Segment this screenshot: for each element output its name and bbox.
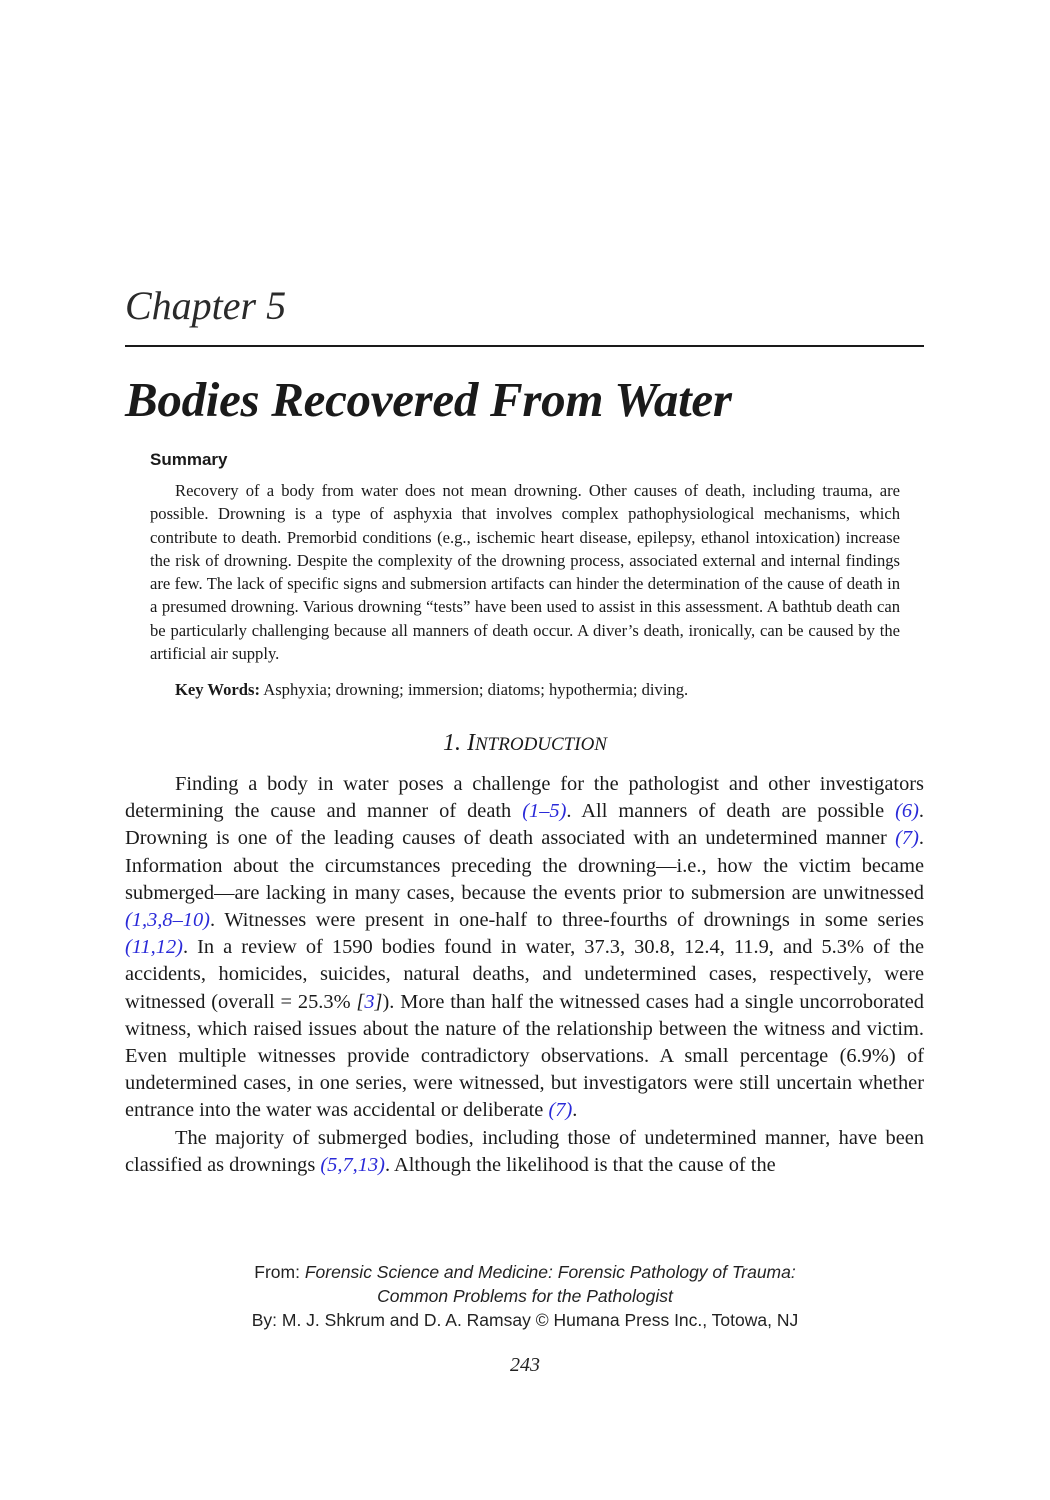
section-number: 1.	[443, 730, 461, 756]
keywords-list: Asphyxia; drowning; immersion; diatoms; hypothermia; diving.	[263, 680, 689, 699]
paragraph-text: . Witnesses were present in one-half to three-fourths of drownings in some series	[209, 909, 924, 932]
paragraph-text: . In a review of 1590 bodies found in water, 37.3, 30.8, 12.4, 11.9, and 5.3% of the accidents, homicides, suicides, natural deaths, and undetermined cases, respectively, were witnessed (overall = 25.3%	[125, 936, 924, 1013]
section-title-rest: NTRODUCTION	[475, 734, 607, 755]
chapter-divider	[125, 345, 924, 347]
reference-link[interactable]: (6)	[895, 800, 919, 823]
summary-heading: Summary	[150, 450, 228, 469]
paragraph-2	[125, 1125, 924, 1179]
paragraph-text: . All manners of death are possible	[566, 800, 896, 823]
footer-from-label: From:	[254, 1262, 300, 1282]
paragraph-text: The majority of submerged bodies, including those of undetermined manner, have been classified as drownings	[125, 1126, 924, 1176]
footer-line-2	[0, 1284, 1050, 1308]
paragraph-text: ). More than half the witnessed cases had a single uncorroborated witness, which raised issues about the nature of the relationship between the witness and victim. Even multiple witnesses provide contradictory observations. A small percentage (6.9%) of undetermined cases, in one series, were witnessed, but investigators were still uncertain whether entrance into the water was accidental or deliberate	[125, 990, 924, 1122]
reference-link[interactable]: (1,3,8–10)	[125, 909, 210, 932]
book-title-line-1: Forensic Science and Medicine: Forensic Pathology of Trauma:	[304, 1262, 796, 1282]
paragraph-text: Finding a body in water poses a challenge for the pathologist and other investigators determining the cause and manner of death	[125, 773, 924, 823]
reference-link[interactable]: 3	[364, 990, 375, 1013]
reference-bracket-close: ]	[374, 990, 383, 1013]
reference-link[interactable]: (7)	[548, 1099, 573, 1122]
paragraph-text: . Drowning is one of the leading causes of death associated with an undetermined manner	[125, 800, 924, 850]
keywords-label: Key Words:	[175, 680, 260, 699]
footer-byline: By: M. J. Shkrum and D. A. Ramsay © Humana Press Inc., Totowa, NJ	[251, 1310, 799, 1330]
summary-text: Recovery of a body from water does not mean drowning. Other causes of death, including trauma, are possible. Drowning is a type of asphyxia that involves complex pathophysiological mechanisms, which contribute to death. Premorbid conditions (e.g., ischemic heart disease, epilepsy, ethanol intoxication) increase the risk of drowning. Despite the complexity of the drowning process, associated external and internal findings are few. The lack of specific signs and submersion artifacts can hinder the determination of the cause of death in a presumed drowning. Various drowning “tests” have been used to assist in this assessment. A bathtub death can be particularly challenging because all manners of death occur. A diver’s death, ironically, can be caused by the artificial air supply.	[150, 481, 900, 664]
book-title-line-2: Common Problems for the Pathologist	[377, 1286, 673, 1306]
paragraph-1	[125, 771, 924, 1125]
source-footer	[0, 1260, 1050, 1332]
reference-link[interactable]: (7)	[895, 827, 919, 850]
reference-link[interactable]: (5,7,13)	[320, 1153, 385, 1176]
paragraph-text: . Although the likelihood is that the cause of the	[384, 1153, 776, 1176]
reference-bracket-open: [	[356, 990, 365, 1013]
keywords-line	[175, 678, 688, 701]
footer-line-1	[0, 1260, 1050, 1284]
body-text	[125, 771, 924, 1179]
reference-link[interactable]: (11,12)	[125, 936, 183, 959]
paragraph-text: . Information about the circumstances preceding the drowning—i.e., how the victim became submerged—are lacking in many cases, because the events prior to submersion are unwitnessed	[125, 827, 924, 904]
section-heading	[0, 730, 1050, 757]
section-title-initial: I	[467, 730, 475, 756]
chapter-title: Bodies Recovered From Water	[125, 372, 732, 427]
paragraph-text: .	[572, 1099, 578, 1122]
page-number: 243	[510, 1354, 540, 1376]
chapter-label: Chapter 5	[125, 283, 287, 328]
reference-link[interactable]: (1–5)	[522, 800, 567, 823]
